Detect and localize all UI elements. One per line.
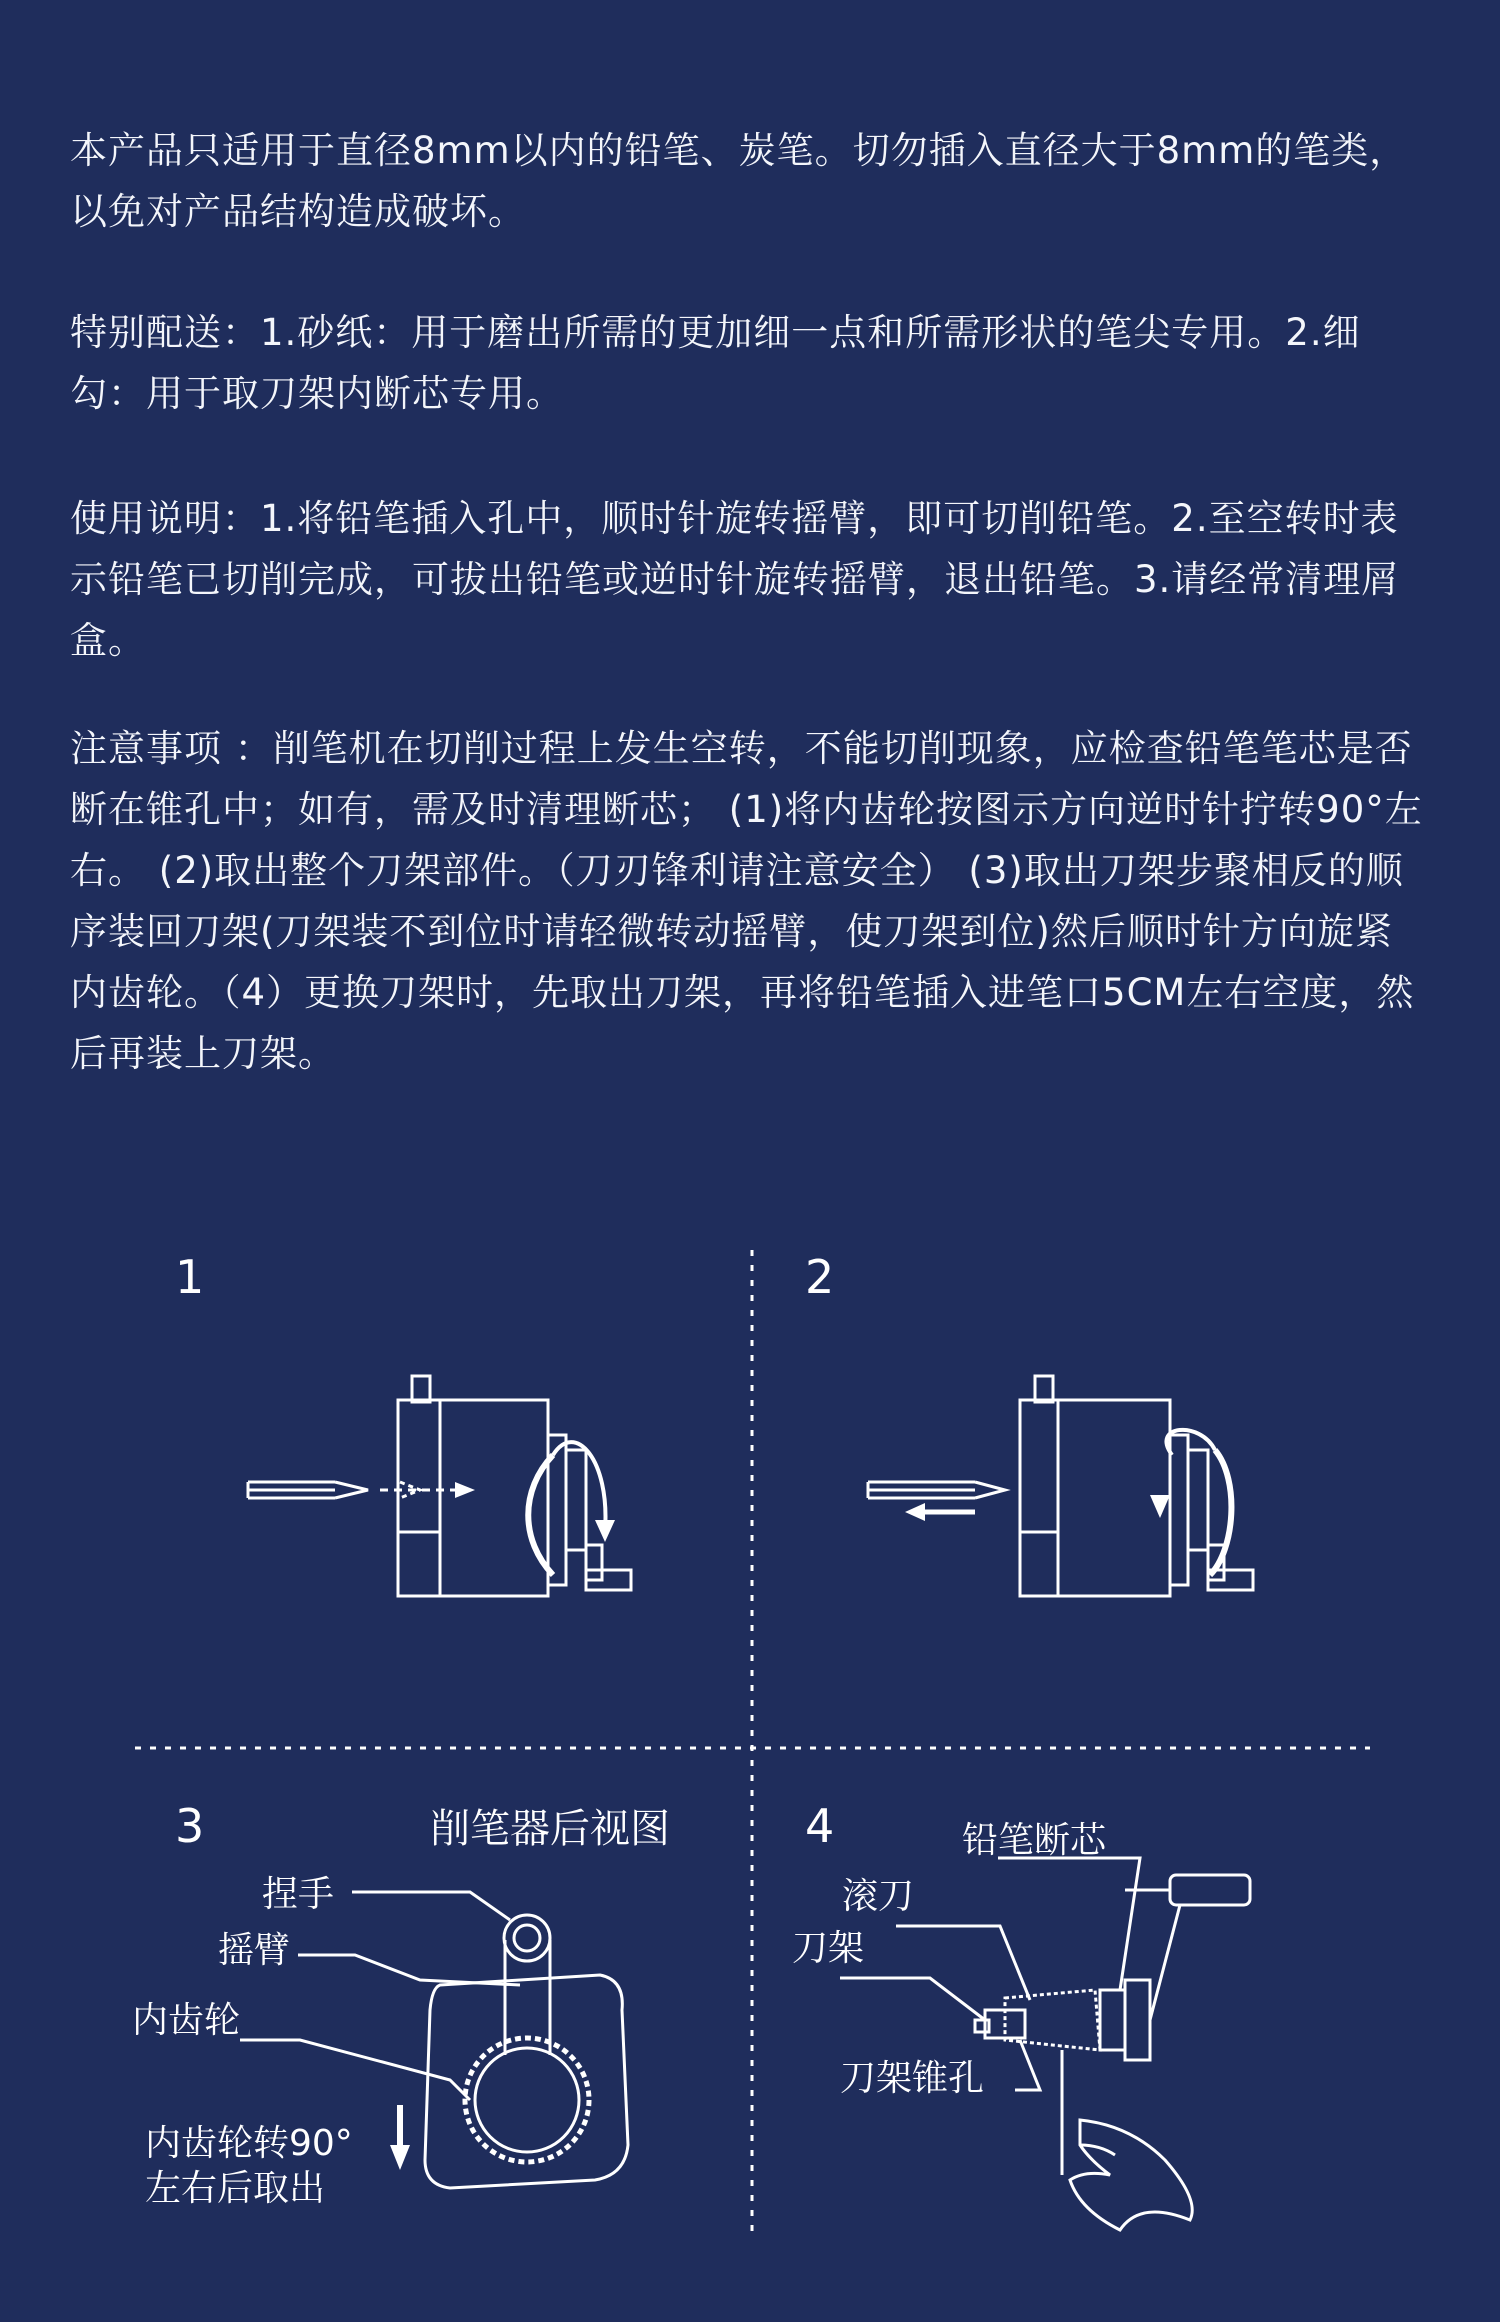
instructions-paragraph — [70, 488, 1430, 671]
rotate-back-arrow-icon — [1150, 1495, 1170, 1518]
label-gear: 内齿轮 — [132, 2000, 241, 2041]
sharpener-body — [1020, 1400, 1170, 1596]
label-gear-note-1: 内齿轮转90° — [145, 2123, 353, 2164]
inner-gear — [465, 2038, 589, 2162]
panel-3 — [132, 1799, 670, 2209]
sharpener-body — [398, 1400, 548, 1596]
rotate-arrow-icon — [595, 1520, 615, 1542]
label-handle: 捏手 — [262, 1874, 335, 1915]
accessories-text: 特别配送：1.砂纸：用于磨出所需的更加细一点和所需形状的笔尖专用。2.细勾：用于取刀架内断芯专用。 — [70, 311, 1361, 415]
panel-3-title: 削笔器后视图 — [430, 1806, 670, 1852]
arrow-left-icon — [905, 1503, 925, 1521]
panel-4-number: 4 — [805, 1799, 835, 1853]
hand-illustration — [1070, 2120, 1192, 2230]
precautions-text: 注意事项 ：削笔机在切削过程上发生空转，不能切削现象，应检查铅笔笔芯是否断在锥孔中；如有，需及时清理断芯； (1)将内齿轮按图示方向逆时针拧转90°左右。 (2)取出整个刀架部件。（刀刃锋利请注意安全） (3)取出刀架步聚相反的顺序装回刀架(刀架装不到位时请轻微转动摇臂，使刀架到位)然后顺时针方向旋紧内齿轮。（4）更换刀架时，先取出刀架，再将铅笔插入进笔口5CM左右空度，然后再装上刀架。 — [70, 727, 1423, 1075]
diagram-svg — [0, 1220, 1500, 2270]
gear-disc — [1125, 1980, 1150, 2060]
arrow-right-icon — [455, 1482, 475, 1498]
label-gear-note-2: 左右后取出 — [145, 2168, 326, 2209]
panel-4 — [792, 1799, 1250, 2230]
label-roller-blade: 滚刀 — [842, 1876, 915, 1917]
down-arrow-icon — [390, 2145, 410, 2170]
panel-1-number: 1 — [175, 1250, 205, 1304]
sharpener-insert-illustration — [248, 1376, 631, 1596]
panel-3-number: 3 — [175, 1799, 205, 1853]
precautions-paragraph — [70, 718, 1430, 1084]
intro-paragraph — [70, 120, 1430, 242]
label-broken-lead: 铅笔断芯 — [962, 1820, 1107, 1861]
instructions-text: 使用说明：1.将铅笔插入孔中，顺时针旋转摇臂，即可切削铅笔。2.至空转时表示铅笔已切削完成，可拔出铅笔或逆时针旋转摇臂，退出铅笔。3.请经常清理屑盒。 — [70, 497, 1400, 662]
intro-text: 本产品只适用于直径8mm以内的铅笔、炭笔。切勿插入直径大于8mm的笔类，以免对产品结构造成破坏。 — [70, 129, 1408, 233]
label-blade-holder: 刀架 — [792, 1928, 865, 1969]
panel-1 — [175, 1250, 631, 1596]
label-holder-cone: 刀架锥孔 — [840, 2058, 985, 2099]
panel-2 — [805, 1250, 1253, 1596]
crank-knob — [1170, 1875, 1250, 1905]
diagram-area — [0, 1220, 1500, 2270]
label-arm: 摇臂 — [218, 1930, 291, 1971]
sharpener-remove-illustration — [868, 1376, 1253, 1596]
handle-knob — [504, 1915, 550, 1961]
accessories-paragraph — [70, 302, 1430, 424]
housing-outline — [425, 1975, 628, 2188]
panel-2-number: 2 — [805, 1250, 835, 1304]
